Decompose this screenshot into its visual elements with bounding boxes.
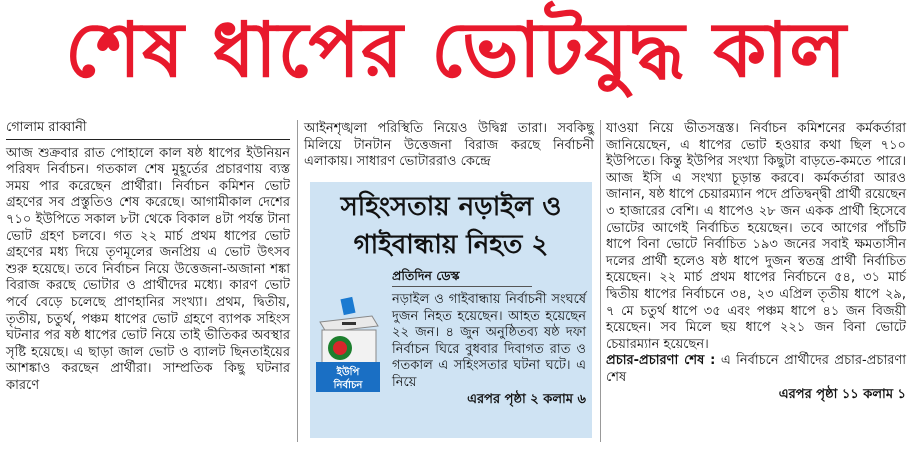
box-desk: প্রতিদিন ডেস্ক xyxy=(392,268,460,283)
sub-head: প্রচার-প্রচারণা শেষ : xyxy=(606,353,716,369)
box-body xyxy=(392,292,586,408)
article-column-2 xyxy=(304,121,594,171)
box-continued: এরপর পৃষ্ঠা ২ কলাম ৬ xyxy=(467,391,586,407)
news-box xyxy=(310,182,592,438)
article-text: আজ শুক্রবার রাত পোহালে কাল ষষ্ঠ ধাপের ইউনিয়ন পরিষদ নির্বাচন। গতকাল শেষ মুহূর্তের প্রচারণায় ব্যস্ত সময় পার করেছেন প্রার্থীরা। নির্বাচন কমিশন ভোট গ্রহণের সব প্রস্তুতিও শেষ করেছে। আগামীকাল দেশের ৭১০ ইউপিতে সকাল ৮টা থেকে বিকাল ৪টা পর্যন্ত টানা ভোট গ্রহণ চলবে। গত ২২ মার্চ প্রথম ধাপের ভোট গ্রহণের মধ্য দিয়ে তৃণমূলের জনপ্রিয় এ ভোট উৎসব শুরু হয়েছে। তবে নির্বাচন নিয়ে উত্তেজনা-অজানা শঙ্কা বিরাজ করছে ভোটার ও প্রার্থীদের মধ্যে। কারণ ভোট পর্বে বেড়ে চলেছে প্রাণহানির সংখ্যা। প্রথম, দ্বিতীয়, তৃতীয়, চতুর্থ, পঞ্চম ধাপের ভোট গ্রহণে ব্যাপক সহিংস ঘটনার পর ষষ্ঠ ধাপের ভোট নিয়ে তাই ভীতিকর অবস্থার সৃষ্টি হয়েছে। এ ছাড়া জাল ভোট ও ব্যালট ছিনতাইয়ের আশঙ্কাও করছেন প্রার্থীরা। সাম্প্রতিক কিছু ঘটনার কারণে xyxy=(6,145,290,393)
ballot-box-icon xyxy=(316,296,380,392)
continued-note: এরপর পৃষ্ঠা ১১ কলাম ১ xyxy=(778,386,906,402)
ballot-label-1: ইউপি xyxy=(336,367,360,378)
desk-underline xyxy=(392,286,532,287)
article-text: যাওয়া নিয়ে ভীতসন্ত্রস্ত। নির্বাচন কমিশনের কর্মকর্তারা জানিয়েছেন, এ ধাপের ভোট হওয়ার কথা ছিল ৭১০ ইউপিতে। কিন্তু ইউপির সংখ্যা কিছুটা বাড়তে-কমতে পারে। আজ ইসি এ সংখ্যা চূড়ান্ত করবে। কর্মকর্তারা আরও জানান, ষষ্ঠ ধাপে চেয়ারম্যান পদে প্রতিদ্বন্দ্বী প্রার্থী রয়েছেন ৩ হাজারের বেশি। এ ধাপেও ২৮ জন একক প্রার্থী হিসেবে ভোটের আগেই নির্বাচিত হয়েছেন। তবে আগের পাঁচটি ধাপে বিনা ভোটে নির্বাচিত ১৯৩ জনের সবাই ক্ষমতাসীন দলের প্রার্থী হলেও ষষ্ঠ ধাপে দুজন স্বতন্ত্র প্রার্থী নির্বাচিত হয়েছেন। ২২ মার্চ প্রথম ধাপের নির্বাচনে ৫৪, ৩১ মার্চ দ্বিতীয় ধাপের নির্বাচনে ৩৪, ২৩ এপ্রিল তৃতীয় ধাপে ২৯, ৭ মে চতুর্থ ধাপে ৩৫ এবং পঞ্চম ধাপে ৪১ জন বিজয়ী হয়েছেন। সব মিলে ছয় ধাপে ২২১ জন বিনা ভোটে চেয়ারম্যান হয়েছেন। xyxy=(606,121,906,352)
article-column-1 xyxy=(6,120,290,395)
headline: শেষ ধাপের ভোটযুদ্ধ কাল xyxy=(65,5,847,94)
column-divider xyxy=(297,120,298,442)
article-text: আইনশৃঙ্খলা পরিস্থিতি নিয়েও উদ্বিগ্ন তারা। সবকিছু মিলিয়ে টানটান উত্তেজনা বিরাজ করছে নির্বাচনী এলাকায়। সাধারণ ভোটাররাও কেন্দ্রে xyxy=(304,121,594,170)
article-column-3 xyxy=(606,121,906,403)
box-body-text: নড়াইল ও গাইবান্ধায় নির্বাচনী সংঘর্ষে দুজন নিহত হয়েছেন। আহত হয়েছেন ২২ জন। ৪ জুন অনুষ্ঠিতব্য ষষ্ঠ দফা নির্বাচন ঘিরে বুধবার দিবাগত রাত ও গতকাল এ সহিংসতার ঘটনা ঘটে। এ নিয়ে xyxy=(392,292,586,390)
box-title: সহিংসতায় নড়াইল ও গাইবান্ধায় নিহত ২ xyxy=(340,192,562,260)
column-divider xyxy=(600,120,601,442)
sub-paragraph xyxy=(606,353,906,386)
byline: গোলাম রাব্বানী xyxy=(6,120,290,140)
sub-text: এ নির্বাচনে প্রার্থীদের প্রচার-প্রচারণা শেষ xyxy=(606,353,906,385)
ballot-label-2: নির্বাচন xyxy=(333,380,363,391)
